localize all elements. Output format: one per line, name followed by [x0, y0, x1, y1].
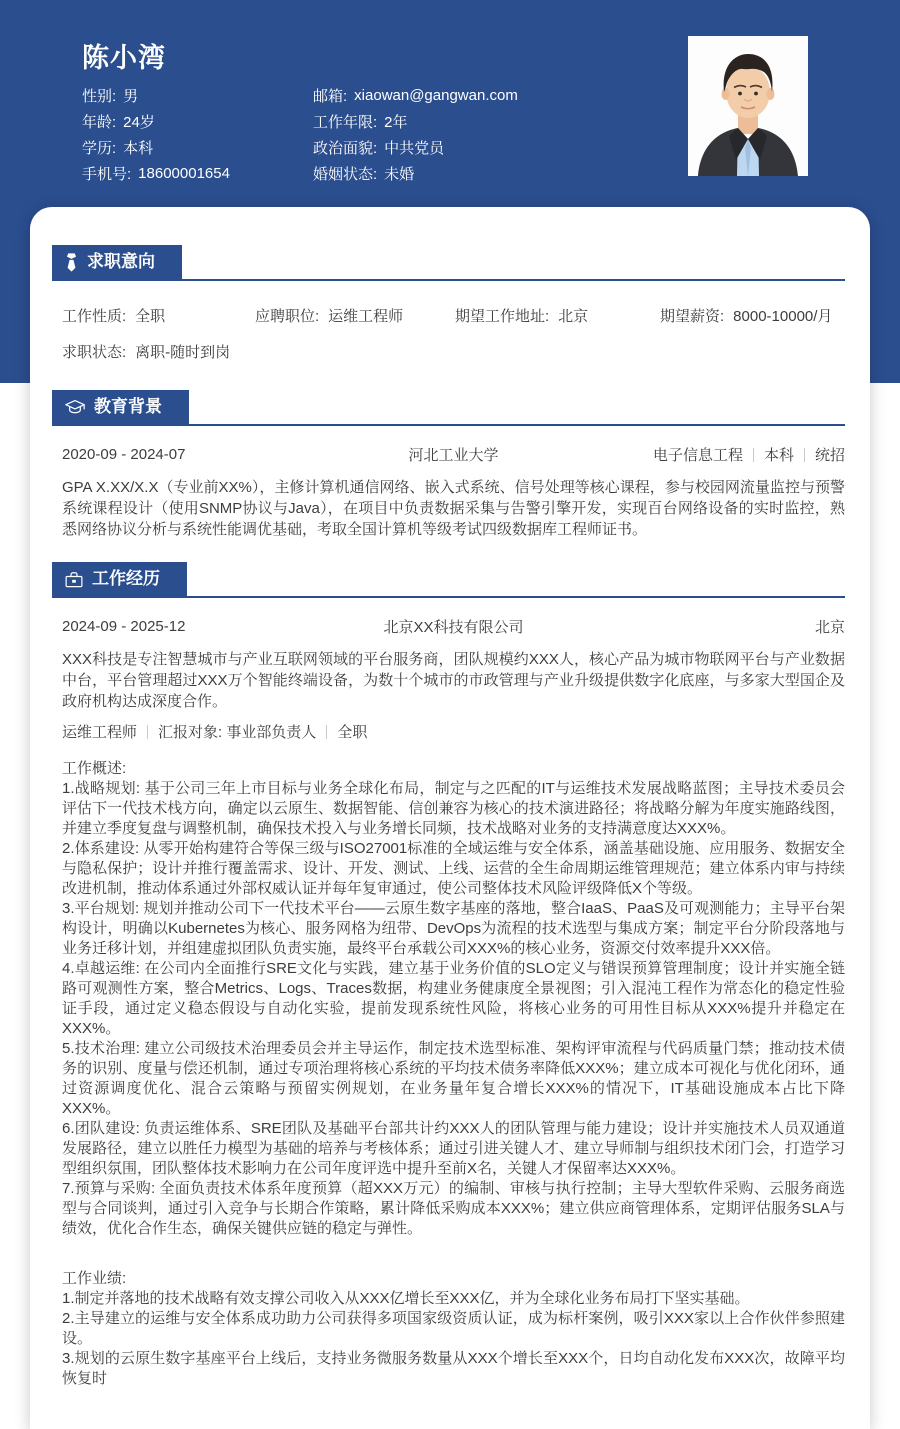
- field-label: 期望薪资:: [660, 308, 725, 325]
- education-detail: [608, 444, 845, 465]
- field-value: 运维工程师: [328, 308, 404, 325]
- field-value: 北京: [558, 308, 589, 325]
- section-header-work: [52, 562, 187, 596]
- overview-item: 2.体系建设: 从零开始构建符合等保三级与ISO27001标准的全域运维与安全体系，涵盖基础设施、应用服务、数据安全与隐私保护；设计并推行覆盖需求、设计、开发、测试、上线、运营的全生命周期运维管理规范；建立体系内审与持续改进机制，推动体系通过外部权威认证并每年复审通过，使公司整体技术风险评级降低X个等级。: [62, 840, 845, 897]
- field-label: 期望工作地址:: [455, 308, 550, 325]
- field-label: 求职状态:: [62, 344, 127, 361]
- work-company: 北京XX科技有限公司: [383, 619, 524, 636]
- divider: [326, 725, 327, 739]
- tie-icon: [65, 252, 78, 273]
- overview-item: 5.技术治理: 建立公司级技术治理委员会并主导运作，制定技术选型标准、架构评审流程与代码质量门禁；推动技术债务的识别、度量与偿还机制，通过专项治理将核心系统的平均技术债务率降低XXX%；建立成本可视化与优化闭环，通过资源调度优化、混合云策略与预留实例规划，在业务量年复合增长XXX%的情况下，IT基础设施成本占比下降XXX%。: [62, 1040, 845, 1117]
- section-header-education: [52, 390, 189, 424]
- field-label: 年龄:: [82, 113, 117, 131]
- work-overview: [62, 759, 845, 1389]
- field-value: 18600001654: [138, 164, 230, 182]
- education-degree: 本科: [763, 447, 794, 464]
- education-school: 河北工业大学: [408, 447, 499, 464]
- intent-field-nature: [62, 305, 255, 326]
- field-education-level: [82, 134, 313, 160]
- overview-item: 1.战略规划: 基于公司三年上市目标与业务全球化布局，制定与之匹配的IT与运维技术发展战略蓝图；主导技术委员会评估下一代技术栈方向，确定以云原生、数据智能、信创兼容为核心的技术演进路径；将战略分解为年度实施路线图，并建立季度复盘与调整机制，确保技术投入与业务增长同频，技术战略对业务的支持满意度达XXX%。: [62, 780, 845, 837]
- education-enroll-type: 统招: [814, 447, 845, 464]
- work-period: 2024-09 - 2025-12: [62, 618, 186, 635]
- education-period: 2020-09 - 2024-07: [62, 446, 186, 463]
- divider: [753, 448, 754, 462]
- intent-field-salary: [660, 305, 832, 326]
- field-marital-status: [313, 160, 518, 186]
- divider: [804, 448, 805, 462]
- field-phone: [82, 160, 313, 186]
- job-title: 运维工程师: [62, 724, 138, 741]
- overview-item: 7.预算与采购: 全面负责技术体系年度预算（超XXX万元）的编制、审核与执行控制；主导大型软件采购、云服务商选型与合同谈判，通过引入竞争与长期合作策略，累计降低采购成本XXX%；建立供应商管理体系，定期评估服务SLA与绩效，优化合作生态，确保关键供应链的稳定与弹性。: [62, 1180, 845, 1237]
- overview-item: 3.平台规划: 规划并推动公司下一代技术平台——云原生数字基座的落地，整合IaaS、PaaS及可观测能力；主导平台架构设计，明确以Kubernetes为核心、服务网格为纽带、DevOps为流程的技术选型与集成方案；制定平台分阶段落地与业务迁移计划，并组建虚拟团队负责实施，最终平台承载公司XXX%的核心业务，资源交付效率提升XXX倍。: [62, 900, 845, 957]
- job-intent-content: [62, 305, 845, 362]
- field-value: 全职: [135, 308, 166, 325]
- graduation-cap-icon: [65, 399, 85, 415]
- resume-card: [30, 207, 870, 1429]
- briefcase-icon: [65, 571, 83, 588]
- field-value: 离职-随时到岗: [135, 344, 231, 361]
- section-title: 工作经历: [92, 569, 160, 588]
- field-label: 工作年限:: [313, 113, 378, 131]
- field-label: 婚姻状态:: [313, 165, 378, 183]
- section-header-rule: [52, 390, 845, 426]
- work-overview-label: 工作概述:: [62, 760, 127, 777]
- job-title-row: [62, 721, 845, 742]
- section-education: [52, 390, 845, 540]
- field-value: 2年: [384, 113, 408, 131]
- field-political-status: [313, 134, 518, 160]
- field-label: 工作性质:: [62, 308, 127, 325]
- overview-item: 6.团队建设: 负责运维体系、SRE团队及基础平台部共计约XXX人的团队管理与能力建设；设计并实施技术人员双通道发展路径，建立以胜任力模型为基础的培养与考核体系；通过引进关键人才、建立导师制与组织技术闭门会，打造学习型组织氛围，团队整体技术影响力在公司年度评选中提升至前X名，关键人才保留率达XXX%。: [62, 1120, 845, 1177]
- job-intent-row: [62, 305, 845, 326]
- section-title: 求职意向: [87, 252, 155, 271]
- intent-field-status: [62, 341, 230, 362]
- field-value: xiaowan@gangwan.com: [354, 86, 518, 104]
- section-header-job-intent: [52, 245, 182, 279]
- candidate-name: 陈小湾: [82, 43, 166, 73]
- overview-item: 4.卓越运维: 在公司内全面推行SRE文化与实践，建立基于业务价值的SLO定义与错误预算管理制度；设计并实施全链路可观测性方案，整合Metrics、Logs、Traces数据，构建业务健康度全景视图；引入混沌工程作为常态化的稳定性验证手段，通过定义稳态假设与自动化实验，提前发现系统性风险，将核心业务的可用性目标从XXX%提升并稳定在XXX%。: [62, 960, 845, 1037]
- section-header-rule: [52, 562, 845, 598]
- education-major: 电子信息工程: [652, 447, 743, 464]
- section-work-experience: [52, 562, 845, 1389]
- field-label: 政治面貌:: [313, 139, 378, 157]
- field-age: [82, 108, 313, 134]
- field-value: 本科: [123, 139, 154, 157]
- field-work-years: [313, 108, 518, 134]
- field-email: [313, 82, 518, 108]
- section-header-rule: [52, 245, 845, 281]
- section-title: 教育背景: [94, 397, 162, 416]
- job-type: 全职: [337, 724, 368, 741]
- work-achievements-label: 工作业绩:: [62, 1270, 127, 1287]
- achievement-item: 3.规划的云原生数字基座平台上线后，支持业务微服务数量从XXX个增长至XXX个，日均自动化发布XXX次，故障平均恢复时: [62, 1350, 845, 1387]
- work-content: [62, 616, 845, 1389]
- intent-field-location: [455, 305, 660, 326]
- field-value: 24岁: [123, 113, 155, 131]
- work-meta-row: [62, 616, 845, 637]
- field-label: 邮箱:: [313, 87, 348, 105]
- field-value: 男: [123, 87, 139, 105]
- avatar: [688, 36, 808, 176]
- report-to: 汇报对象: 事业部负责人: [158, 724, 317, 741]
- field-label: 学历:: [82, 139, 117, 157]
- field-label: 应聘职位:: [255, 308, 320, 325]
- field-value: 中共党员: [384, 139, 445, 157]
- achievement-item: 2.主导建立的运维与安全体系成功助力公司获得多项国家级资质认证，成为标杆案例，吸引XXX家以上合作伙伴参照建设。: [62, 1310, 845, 1347]
- section-job-intent: [52, 245, 845, 362]
- field-value: 8000-10000/月: [733, 308, 833, 325]
- company-intro: XXX科技是专注智慧城市与产业互联网领域的平台服务商，团队规模约XXX人，核心产品为城市物联网平台与产业数据中台，平台管理超过XXX万个智能终端设备，为数十个城市的市政管理与产业升级提供数字化底座，与多家大型国企及政府机构达成深度合作。: [62, 651, 845, 710]
- divider: [147, 725, 148, 739]
- field-gender: [82, 82, 313, 108]
- job-intent-status-row: [62, 341, 845, 362]
- field-label: 性别:: [82, 87, 117, 105]
- education-description: GPA X.XX/X.X（专业前XX%），主修计算机通信网络、嵌入式系统、信号处理等核心课程，参与校园网流量监控与预警系统课程设计（使用SNMP协议与Java），在项目中负责数据采集与告警引擎开发，实现百台网络设备的实时监控，熟悉网络协议分析与系统性能调优基础，考取全国计算机等级考试四级数据库工程师证书。: [62, 479, 845, 538]
- education-meta-row: [62, 444, 845, 465]
- profile-photo: [688, 36, 808, 176]
- work-location: 北京: [814, 619, 845, 636]
- personal-info-grid: [82, 82, 518, 186]
- achievement-item: 1.制定并落地的技术战略有效支撑公司收入从XXX亿增长至XXX亿，并为全球化业务布局打下坚实基础。: [62, 1290, 750, 1307]
- field-label: 手机号:: [82, 165, 132, 183]
- field-value: 未婚: [384, 165, 415, 183]
- intent-field-position: [255, 305, 455, 326]
- education-content: [62, 444, 845, 540]
